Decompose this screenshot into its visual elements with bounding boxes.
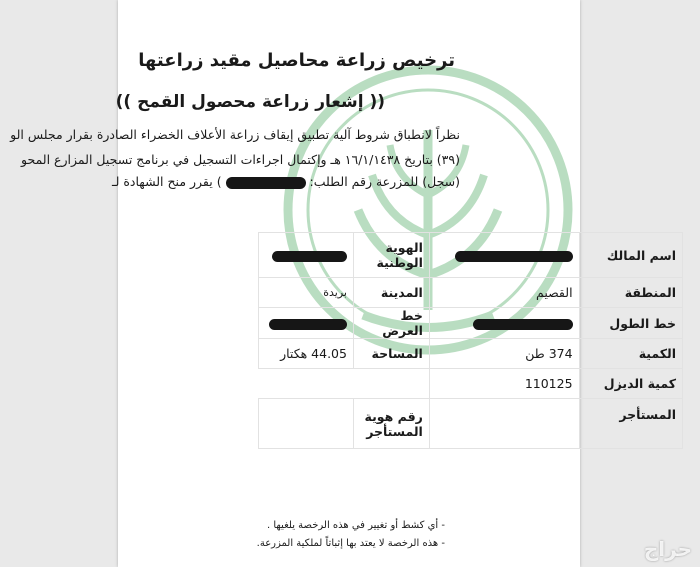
tenant-label: المستأجر [579,399,682,449]
document-subtitle: (( إشعار زراعة محصول القمح )) [115,92,385,112]
region-label: المنطقة [579,278,682,308]
longitude-value [429,308,579,339]
owner-label: اسم المالك [579,233,682,278]
redacted-longitude [473,319,573,330]
intro-line-1: نظراً لانطباق شروط آلية تطبيق إيقاف زراعة الأعلاف الخضراء الصادرة بقرار مجلس الو [10,127,460,142]
region-value: القصيم [429,278,579,308]
table-row [259,278,683,308]
request-number-label: (سجل) للمزرعة رقم الطلب: [309,174,460,189]
table-row [259,399,683,449]
intro-line-3 [112,174,460,189]
national-id-value [259,233,354,278]
document-title: ترخيص زراعة محاصيل مقيد زراعتها [138,50,455,71]
table-row [259,369,683,399]
tenant-id-label-line-2: المستأجر [366,423,423,439]
national-id-label: الهوية الوطنية [353,233,429,278]
note-2: - هذه الرخصة لا يعتد بها إثباتاً لملكية المزرعة. [256,538,445,549]
latitude-value [259,308,354,339]
table-row [259,233,683,278]
redacted-latitude [269,319,347,330]
intro-line-2: (٣٩) بتاريخ ١٦/١/١٤٣٨ هـ وإكتمال اجراءات التسجيل في برنامج تسجيل المزارع المحو [21,152,460,167]
redacted-national-id [272,251,347,262]
redacted-owner-name [455,251,573,262]
certificate-grant-text: ) يقرر منح الشهادة لـ [111,174,222,189]
farm-info-table [258,232,683,449]
diesel-label: كمية الديزل [579,369,682,399]
tenant-value [429,399,579,449]
note-1: - أي كشط أو تغيير في هذه الرخصة يلغيها . [267,520,445,531]
diesel-value: 110125 [429,369,579,399]
quantity-value: 374 طن [429,339,579,369]
longitude-label: خط الطول [579,308,682,339]
tenant-id-label-line-1: رقم هوية [364,408,423,424]
latitude-label: خط العرض [353,308,429,339]
tenant-id-value [259,399,354,449]
city-label: المدينة [353,278,429,308]
haraj-watermark: حراج [643,537,692,561]
tenant-id-label [353,399,429,449]
quantity-label: الكمية [579,339,682,369]
area-value: 44.05 هكتار [259,339,354,369]
table-row [259,308,683,339]
owner-value [429,233,579,278]
table-row [259,339,683,369]
redacted-request-number [226,177,306,189]
area-label: المساحة [353,339,429,369]
city-value: بريدة [259,278,354,308]
